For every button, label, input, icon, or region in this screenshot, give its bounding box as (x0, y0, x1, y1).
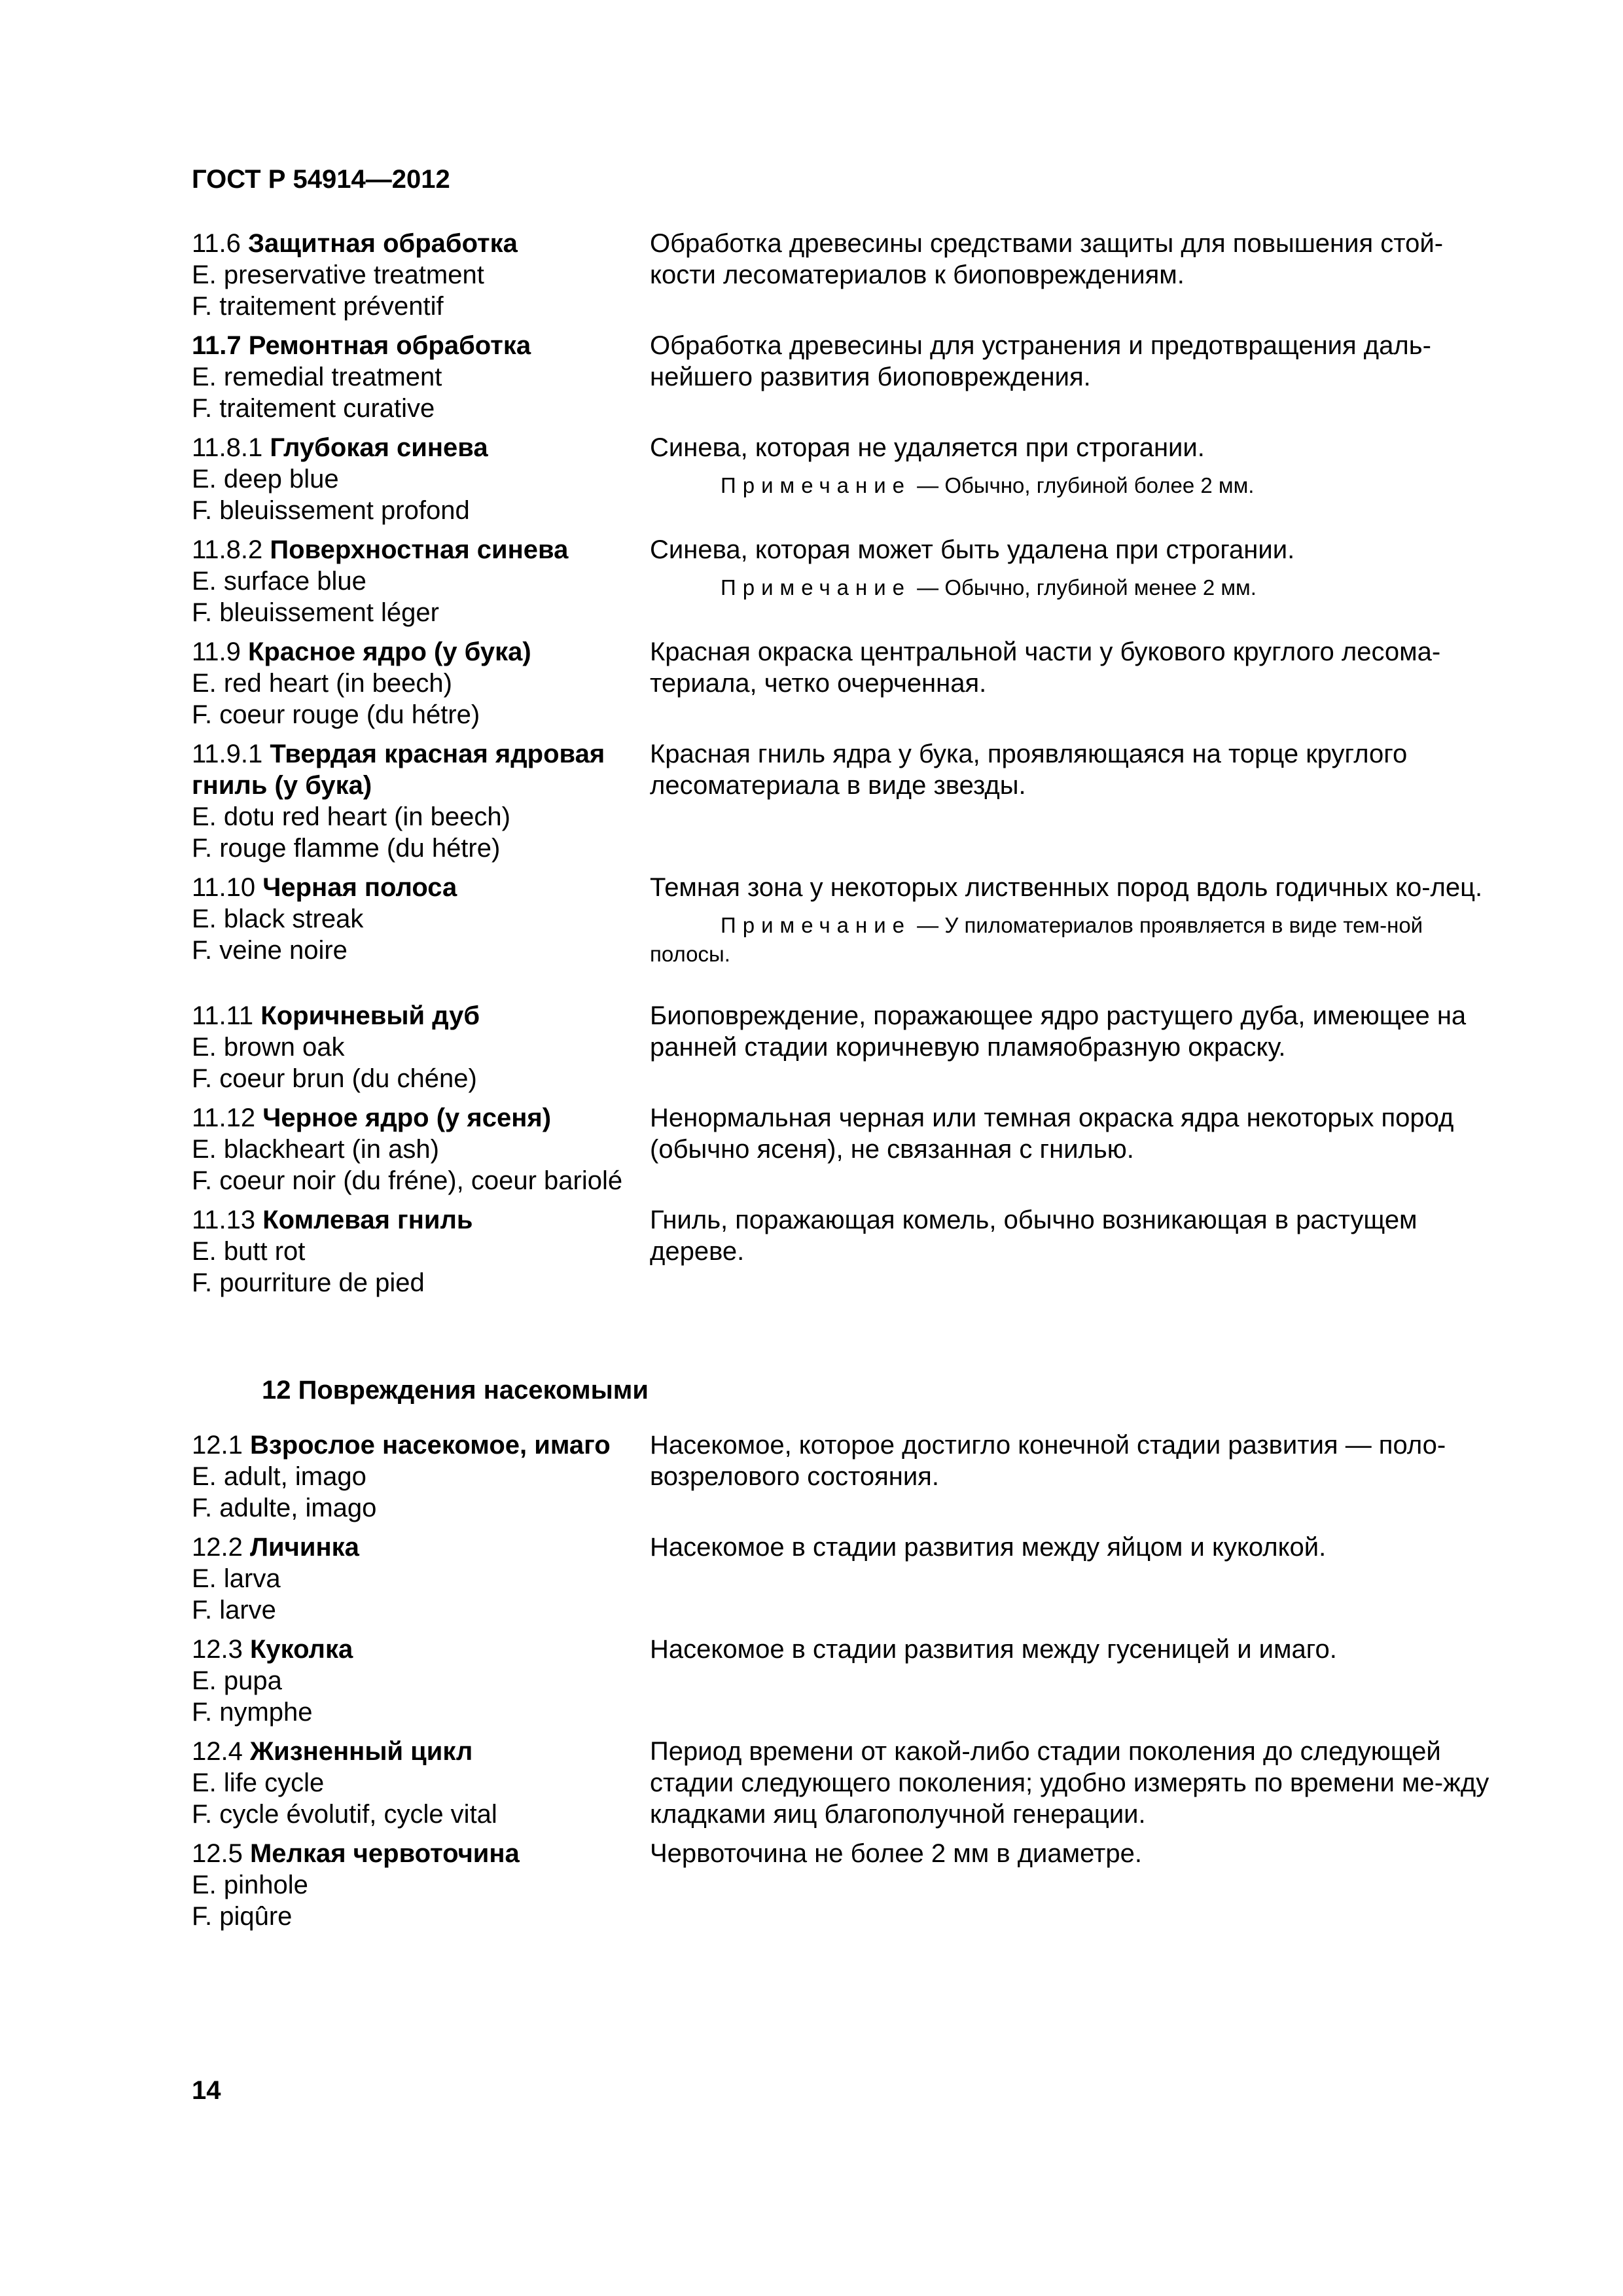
term-heading (192, 1736, 649, 1767)
term-definition: Синева, которая может быть удалена при строгании. (650, 535, 1295, 564)
term-number: 12.2 (192, 1533, 250, 1562)
note-text: — У пиломатериалов проявляется в виде тем-ной полосы. (650, 913, 1423, 966)
term-number: 12.3 (192, 1635, 250, 1664)
term-entry (192, 1736, 1501, 1830)
term-title: Жизненный цикл (249, 1737, 473, 1766)
term-entry (192, 1838, 1501, 1932)
note-text: — Обычно, глубиной более 2 мм. (911, 473, 1255, 497)
term-heading (192, 738, 649, 801)
term-entry (192, 872, 1501, 969)
term-definition: Обработка древесины средствами защиты для повышения стой-кости лесоматериалов к биоповреждениям. (650, 229, 1444, 289)
term-note (650, 911, 1501, 969)
term-cell (192, 1532, 649, 1626)
page-number: 14 (192, 2076, 221, 2105)
term-number: 11.10 (192, 873, 263, 902)
section-heading: 12 Повреждения насекомыми (262, 1376, 649, 1405)
note-label: Примечание (721, 575, 912, 600)
term-french: F. nymphe (192, 1698, 313, 1727)
term-entry (192, 1532, 1501, 1626)
term-entry (192, 1000, 1501, 1094)
term-english: E. adult, imago (192, 1462, 366, 1491)
term-entry (192, 432, 1501, 526)
term-english: E. black streak (192, 905, 364, 933)
term-title: Поверхностная синева (270, 535, 569, 564)
term-entry (192, 534, 1501, 628)
term-heading (192, 228, 649, 259)
term-english: E. surface blue (192, 567, 366, 596)
term-definition: Период времени от какой-либо стадии поколения до следующей стадии следующего поколения; удобно измерять по времени ме-жду кладками яиц благополучной генерации. (650, 1737, 1489, 1829)
term-title: Куколка (249, 1635, 353, 1664)
term-heading (192, 1429, 649, 1461)
term-title: Черное ядро (у ясеня) (262, 1103, 552, 1132)
term-heading (192, 432, 649, 463)
term-heading (192, 1532, 649, 1563)
term-french: F. rouge flamme (du hétre) (192, 834, 501, 863)
term-entry (192, 636, 1501, 730)
term-definition-block (649, 534, 1501, 628)
term-definition: Красная окраска центральной части у букового круглого лесома-териала, четко очерченная. (650, 637, 1441, 698)
term-cell (192, 1102, 649, 1196)
term-english: E. pupa (192, 1666, 282, 1695)
term-english: E. remedial treatment (192, 363, 442, 391)
term-french: F. bleuissement léger (192, 598, 439, 627)
term-definition-block (649, 872, 1501, 969)
term-heading (192, 1838, 649, 1869)
term-entry (192, 1102, 1501, 1196)
term-cell (192, 1429, 649, 1524)
term-heading (192, 872, 649, 903)
term-english: E. brown oak (192, 1033, 345, 1062)
term-english: E. blackheart (in ash) (192, 1135, 439, 1164)
term-number: 12.1 (192, 1431, 250, 1460)
term-cell (192, 432, 649, 526)
term-definition: Насекомое в стадии развития между гусеницей и имаго. (650, 1635, 1337, 1664)
term-cell (192, 1000, 649, 1094)
term-number: 11.11 (192, 1001, 261, 1030)
term-entry (192, 1634, 1501, 1728)
spacer (192, 977, 1501, 1000)
term-title: Мелкая червоточина (249, 1839, 520, 1868)
term-title: Черная полоса (262, 873, 457, 902)
document-header: ГОСТ Р 54914—2012 (192, 165, 450, 194)
term-definition: Ненормальная черная или темная окраска ядра некоторых пород (обычно ясеня), не связанная с гнилью. (650, 1103, 1454, 1164)
term-note (650, 471, 1501, 500)
term-note (650, 573, 1501, 602)
term-list-section-11 (192, 228, 1501, 1306)
term-entry (192, 1204, 1501, 1299)
term-number: 11.8.2 (192, 535, 270, 564)
term-english: E. dotu red heart (in beech) (192, 802, 510, 831)
term-heading (192, 636, 649, 668)
term-title: 11.7 Ремонтная обработка (192, 331, 531, 360)
term-english: E. larva (192, 1564, 281, 1593)
term-cell (192, 534, 649, 628)
term-number: 12.5 (192, 1839, 250, 1868)
term-french: F. cycle évolutif, cycle vital (192, 1800, 497, 1829)
term-heading (192, 534, 649, 565)
term-french: F. coeur noir (du fréne), coeur bariolé (192, 1166, 623, 1195)
term-entry (192, 1429, 1501, 1524)
term-number: 11.9.1 (192, 740, 270, 768)
term-english: E. life cycle (192, 1768, 325, 1797)
note-label: Примечание (721, 913, 912, 937)
term-definition: Гниль, поражающая комель, обычно возникающая в растущем дереве. (650, 1206, 1418, 1266)
term-number: 11.12 (192, 1103, 263, 1132)
term-entry (192, 330, 1501, 424)
term-english: E. red heart (in beech) (192, 669, 452, 698)
term-english: E. preservative treatment (192, 260, 484, 289)
term-definition: Синева, которая не удаляется при строгании. (650, 433, 1205, 462)
term-cell (192, 330, 649, 424)
term-heading (192, 1634, 649, 1665)
term-number: 11.13 (192, 1206, 263, 1234)
term-definition: Насекомое, которое достигло конечной стадии развития — поло-возрелового состояния. (650, 1431, 1446, 1491)
term-french: F. veine noire (192, 936, 348, 965)
term-entry (192, 228, 1501, 322)
term-cell (192, 1634, 649, 1728)
term-definition: Червоточина не более 2 мм в диаметре. (650, 1839, 1142, 1868)
term-definition: Темная зона у некоторых лиственных пород вдоль годичных ко-лец. (650, 873, 1483, 902)
term-title: Взрослое насекомое, имаго (249, 1431, 611, 1460)
term-french: F. traitement curative (192, 394, 435, 423)
term-french: F. bleuissement profond (192, 496, 470, 525)
term-title: Комлевая гниль (262, 1206, 473, 1234)
term-cell (192, 872, 649, 969)
term-number: 11.8.1 (192, 433, 270, 462)
term-english: E. deep blue (192, 465, 339, 493)
term-french: F. piqûre (192, 1902, 293, 1931)
term-title: Защитная обработка (248, 229, 518, 258)
term-number: 11.6 (192, 229, 248, 258)
term-french: F. adulte, imago (192, 1494, 377, 1522)
term-english: E. butt rot (192, 1237, 306, 1266)
term-number: 12.4 (192, 1737, 250, 1766)
term-title: Глубокая синева (270, 433, 488, 462)
term-title: Личинка (249, 1533, 359, 1562)
term-entry (192, 738, 1501, 864)
term-heading (192, 1102, 649, 1134)
term-definition: Обработка древесины для устранения и предотвращения даль-нейшего развития биоповреждения. (650, 331, 1431, 391)
term-number: 11.9 (192, 637, 248, 666)
term-french: F. larve (192, 1596, 276, 1624)
term-heading (192, 1000, 649, 1031)
term-cell (192, 1736, 649, 1830)
term-heading (192, 1204, 649, 1236)
term-list-section-12 (192, 1429, 1501, 1940)
term-french: F. traitement préventif (192, 292, 444, 321)
term-french: F. pourriture de pied (192, 1268, 425, 1297)
term-title: Коричневый дуб (260, 1001, 480, 1030)
note-text: — Обычно, глубиной менее 2 мм. (911, 575, 1257, 600)
term-english: E. pinhole (192, 1871, 308, 1899)
term-heading (192, 330, 649, 361)
term-title: Твердая красная ядровая гниль (у бука) (192, 740, 605, 800)
term-cell (192, 1838, 649, 1932)
term-cell (192, 1204, 649, 1299)
term-definition: Красная гниль ядра у бука, проявляющаяся на торце круглого лесоматериала в виде звезды. (650, 740, 1408, 800)
note-label: Примечание (721, 473, 912, 497)
term-cell (192, 738, 649, 864)
term-cell (192, 636, 649, 730)
term-definition-block (649, 432, 1501, 526)
term-french: F. coeur brun (du chéne) (192, 1064, 477, 1093)
term-title: Красное ядро (у бука) (248, 637, 531, 666)
term-french: F. coeur rouge (du hétre) (192, 700, 480, 729)
term-definition: Насекомое в стадии развития между яйцом и куколкой. (650, 1533, 1327, 1562)
term-cell (192, 228, 649, 322)
term-definition: Биоповреждение, поражающее ядро растущего дуба, имеющее на ранней стадии коричневую пламяобразную окраску. (650, 1001, 1467, 1062)
